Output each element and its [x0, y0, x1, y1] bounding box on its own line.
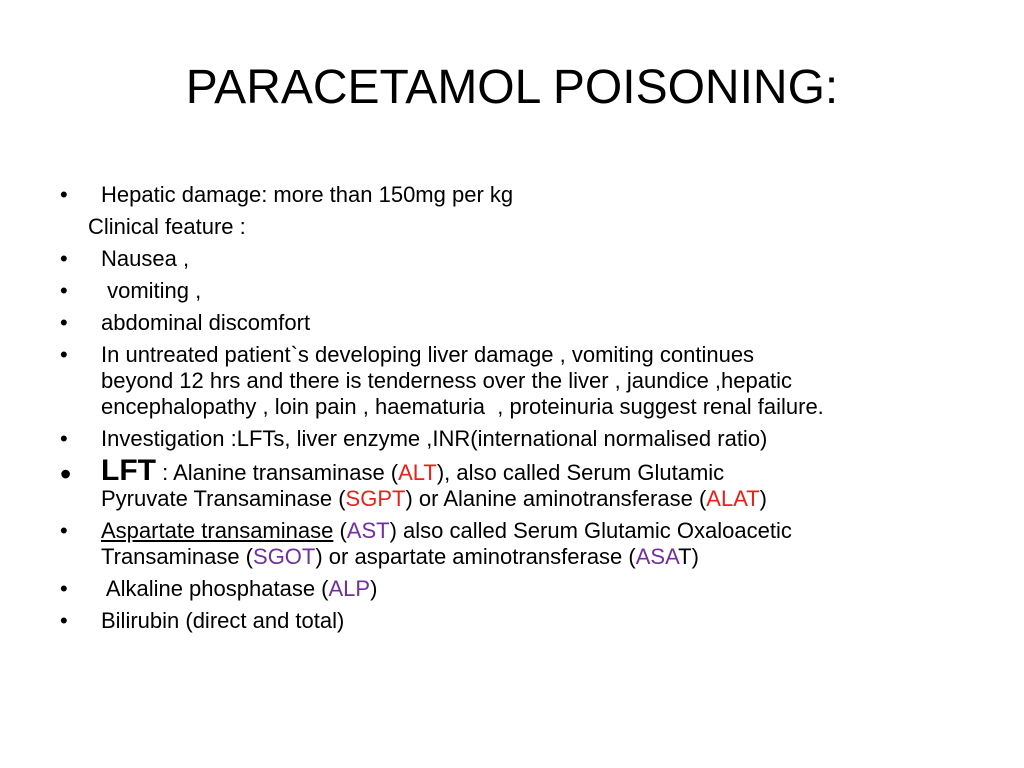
list-item-alp [60, 576, 990, 602]
item-text: abdominal discomfort [101, 310, 311, 335]
item-text: Bilirubin (direct and total) [101, 608, 345, 633]
bullet-icon: • [60, 310, 68, 335]
bullet-icon: • [60, 278, 68, 303]
sgpt-abbr: SGPT [345, 486, 406, 511]
item-text-line: encephalopathy , loin pain , haematuria , proteinuria suggest renal failure. [101, 394, 824, 419]
item-text: vomiting , [101, 278, 202, 303]
item-text-line [101, 486, 990, 512]
bullet-icon: • [60, 182, 68, 207]
list-item [60, 214, 990, 240]
alp-abbr: ALP [328, 576, 371, 601]
ast-abbr: AST [346, 518, 390, 543]
sgot-abbr: SGOT [253, 544, 316, 569]
item-text-line: In untreated patient`s developing liver damage , vomiting continues [101, 342, 755, 367]
asat-abbr: ASA [635, 544, 679, 569]
bullet-icon: • [60, 426, 68, 451]
ast-text: ( [333, 518, 347, 543]
item-text-line: beyond 12 hrs and there is tenderness over the liver , jaundice ,hepatic [101, 368, 792, 393]
item-text: Hepatic damage: more than 150mg per kg [101, 182, 514, 207]
alp-text: Alkaline phosphatase ( [101, 576, 329, 601]
ast-text: ) or aspartate aminotransferase ( [315, 544, 636, 569]
alp-text: ) [370, 576, 378, 601]
lft-text: ), also called Serum Glutamic [436, 460, 725, 485]
bullet-list [60, 182, 990, 640]
list-item [60, 246, 990, 272]
bullet-icon: • [60, 456, 72, 492]
ast-text: T) [678, 544, 699, 569]
list-item [60, 608, 990, 634]
bullet-icon: • [60, 342, 68, 367]
list-item-lft [60, 454, 990, 512]
lft-text: ) [759, 486, 767, 511]
ast-text: ) also called Serum Glutamic Oxaloacetic [389, 518, 792, 543]
list-item [60, 278, 990, 304]
list-item [60, 182, 990, 208]
ast-text: Transaminase ( [101, 544, 254, 569]
item-text-line [101, 518, 990, 544]
item-text: Nausea , [101, 246, 190, 271]
bullet-icon: • [60, 246, 68, 271]
list-item [60, 342, 990, 420]
bullet-icon: • [60, 518, 68, 543]
page-title: PARACETAMOL POISONING: [185, 61, 839, 114]
list-item-ast [60, 518, 990, 570]
lft-text: Pyruvate Transaminase ( [101, 486, 346, 511]
item-text-line [101, 454, 990, 487]
bullet-icon: • [60, 576, 68, 601]
item-text-line [101, 544, 990, 570]
item-text: Clinical feature : [88, 214, 246, 239]
alat-abbr: ALAT [706, 486, 760, 511]
bullet-icon: • [60, 608, 68, 633]
alt-abbr: ALT [398, 460, 437, 485]
lft-label: LFT [101, 454, 156, 487]
lft-text: : Alanine transaminase ( [155, 460, 399, 485]
list-item [60, 426, 990, 452]
lft-text: ) or Alanine aminotransferase ( [405, 486, 707, 511]
list-item [60, 310, 990, 336]
item-text: Investigation :LFTs, liver enzyme ,INR(international normalised ratio) [101, 426, 768, 451]
ast-name: Aspartate transaminase [101, 518, 334, 543]
